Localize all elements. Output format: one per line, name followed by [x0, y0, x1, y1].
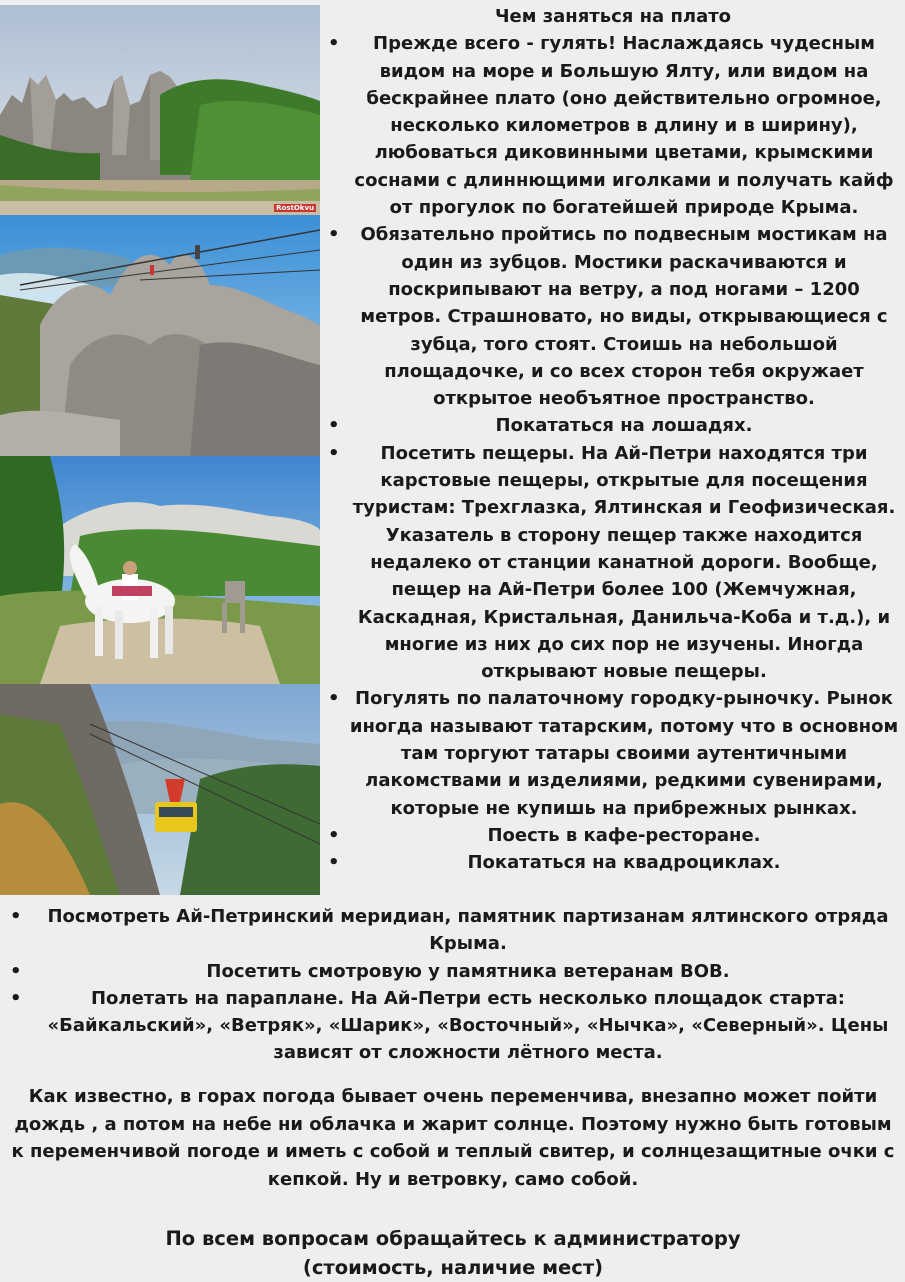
bullet-icon: •	[10, 987, 22, 1009]
contact-line-1: По всем вопросам обращайтесь к администратору	[165, 1227, 741, 1250]
list-item-text: Поесть в кафе-ресторане.	[487, 824, 761, 846]
bullet-icon: •	[328, 415, 340, 437]
list-item	[8, 958, 898, 985]
list-item	[326, 30, 900, 221]
activities-section	[326, 3, 900, 877]
list-item-text: Посетить пещеры. На Ай-Петри находятся три карстовые пещеры, открытые для посещения туристам: Трехглазка, Ялтинская и Геофизическая. Указатель в сторону пещер также находится недалеко от станции канатной дороги. Вообще, пещер на Ай-Петри более 100 (Жемчужная, Каскадная, Кристальная, Данильча-Коба и т.д.), и многие из них до сих пор не изучены. Иногда открывают новые пещеры.	[352, 442, 896, 683]
activities-list	[326, 30, 900, 876]
contact-block	[8, 1224, 898, 1282]
bullet-icon: •	[328, 824, 340, 846]
bullet-icon: •	[328, 33, 340, 55]
contact-line-2: (стоимость, наличие мест)	[302, 1256, 604, 1279]
list-item	[8, 985, 898, 1067]
weather-paragraph: Как известно, в горах погода бывает очень переменчива, внезапно может пойти дождь , а потом на небе ни облачка и жарит солнце. Поэтому нужно быть готовым к переменчивой погоде и иметь с собой и теплый свитер, и солнцезащитные очки с кепкой. Ну и ветровку, само собой.	[11, 1086, 895, 1190]
bullet-icon: •	[328, 852, 340, 874]
list-item-text: Покататься на лошадях.	[495, 415, 753, 437]
list-item	[326, 849, 900, 876]
bullet-icon: •	[10, 960, 22, 982]
list-item-text: Полетать на параплане. На Ай-Петри есть несколько площадок старта: «Байкальский», «Ветряк», «Шарик», «Восточный», «Нычка», «Северный». Цены зависят от сложности лётного места.	[47, 987, 889, 1064]
activities-section-continued	[8, 903, 898, 1067]
list-item	[326, 412, 900, 439]
list-item	[326, 440, 900, 686]
list-item	[8, 903, 898, 958]
bullet-icon: •	[328, 442, 340, 464]
list-item	[326, 685, 900, 821]
list-item	[326, 221, 900, 412]
photo-column	[0, 5, 320, 895]
list-item	[326, 822, 900, 849]
list-item-text: Погулять по палаточному городку-рыночку. Рынок иногда называют татарским, потому что в основном там торгуют татары своими аутентичными лакомствами и изделиями, редкими сувенирами, которые не купишь на прибрежных рынках.	[349, 688, 899, 819]
section-title: Чем заняться на плато	[494, 6, 732, 27]
cable-car-photo	[0, 684, 320, 895]
photo-watermark: RostOkvu	[276, 204, 314, 212]
horse-riding-photo	[0, 456, 320, 684]
list-item-text: Покататься на квадроциклах.	[467, 852, 781, 874]
list-item-text: Обязательно пройтись по подвесным мостикам на один из зубцов. Мостики раскачиваются и поскрипывают на ветру, а под ногами – 1200 метров. Страшновато, но виды, открывающиеся с зубца, того стоят. Стоишь на небольшой площадочке, и со всех сторон тебя окружает открытое необъятное пространство.	[360, 224, 888, 410]
plateau-rocks-photo	[0, 5, 320, 215]
list-item-text: Посмотреть Ай-Петринский меридиан, памятник партизанам ялтинского отряда Крыма.	[47, 906, 889, 955]
activities-list-continued	[8, 903, 898, 1067]
list-item-text: Прежде всего - гулять! Наслаждаясь чудесным видом на море и Большую Ялту, или видом на бескрайнее плато (оно действительно огромное, несколько километров в длину и в ширину), любоваться диковинными цветами, крымскими соснами с длиннющими иголками и получать кайф от прогулок по богатейшей природе Крыма.	[354, 33, 894, 219]
bullet-icon: •	[328, 224, 340, 246]
bullet-icon: •	[10, 906, 22, 927]
suspension-bridge-photo	[0, 215, 320, 456]
list-item-text: Посетить смотровую у памятника ветеранам ВОВ.	[206, 960, 730, 982]
bullet-icon: •	[328, 688, 340, 710]
